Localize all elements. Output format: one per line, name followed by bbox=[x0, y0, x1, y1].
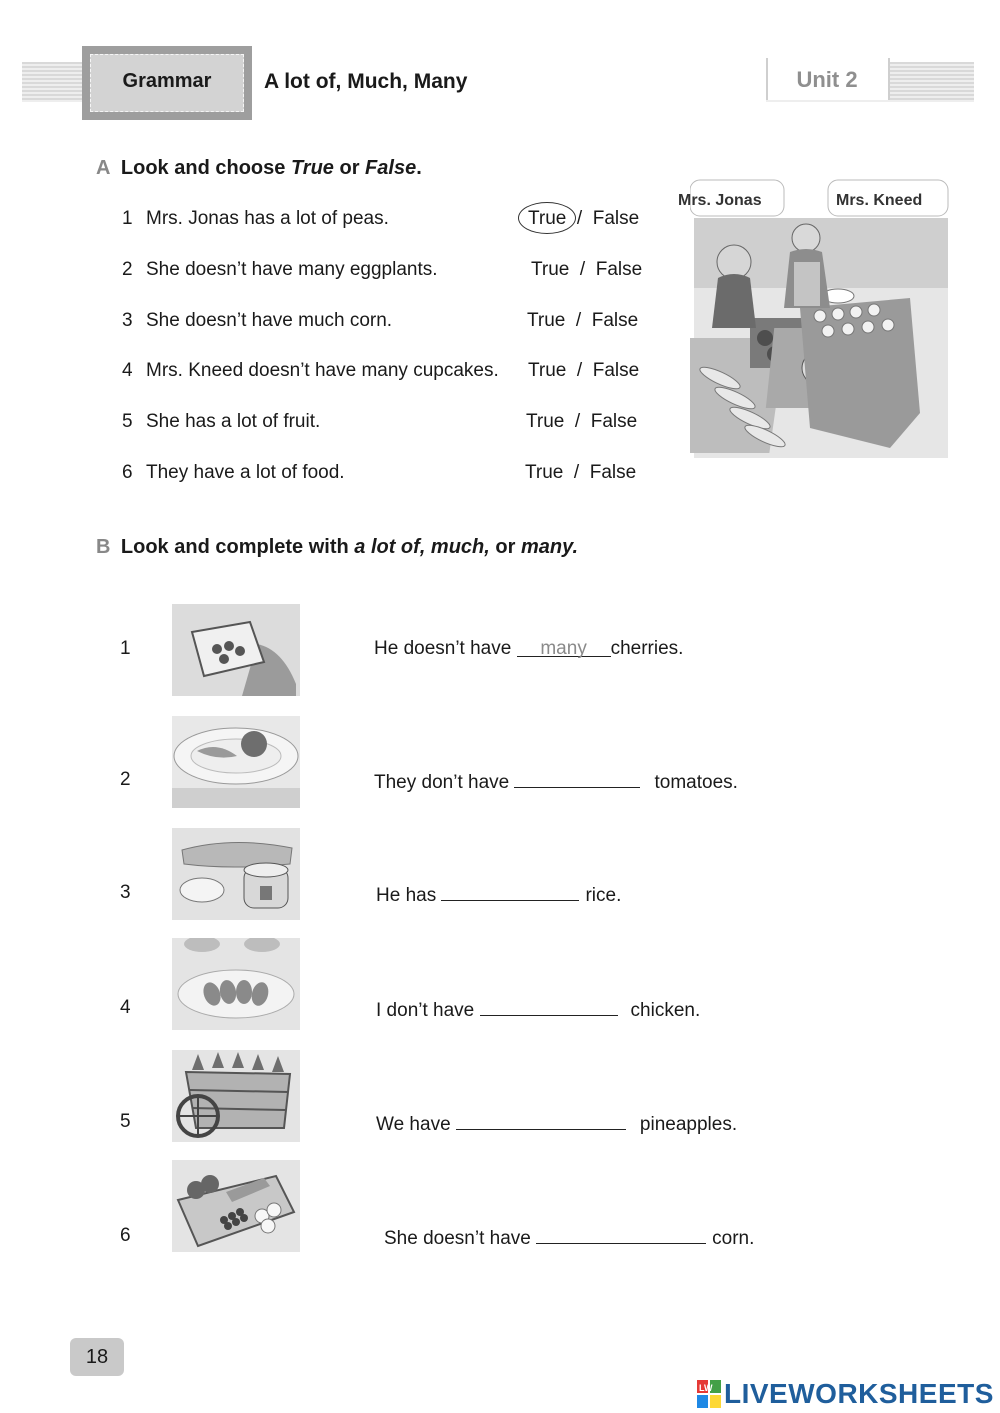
sentence bbox=[374, 769, 738, 794]
sentence bbox=[376, 1111, 737, 1136]
sentence bbox=[376, 997, 700, 1022]
answer-circle bbox=[518, 202, 576, 234]
question-row bbox=[122, 411, 652, 437]
question-number: 6 bbox=[122, 462, 133, 483]
item-number: 6 bbox=[120, 1225, 131, 1246]
instruction-end: . bbox=[416, 157, 422, 179]
pineapple-cart-icon bbox=[172, 1050, 300, 1142]
question-row bbox=[122, 360, 652, 386]
answer-blank[interactable] bbox=[514, 769, 640, 788]
question-text: They have a lot of food. bbox=[146, 462, 345, 483]
item-number: 2 bbox=[120, 769, 131, 790]
instruction-false-word: False bbox=[365, 157, 417, 179]
question-number: 3 bbox=[122, 310, 133, 331]
section-b-instruction: Look and complete with bbox=[120, 536, 355, 558]
answer-blank[interactable]: many bbox=[517, 638, 611, 657]
sentence-start: She doesn’t have bbox=[384, 1228, 537, 1249]
question-number: 4 bbox=[122, 360, 133, 381]
sentence-end: cherries. bbox=[610, 638, 684, 659]
chicken-plate-icon bbox=[172, 938, 300, 1030]
true-false-choice[interactable]: True / False bbox=[526, 411, 638, 432]
question-number: 5 bbox=[122, 411, 133, 432]
sentence bbox=[374, 638, 683, 660]
question-text: She doesn’t have many eggplants. bbox=[146, 259, 438, 280]
true-false-choice[interactable]: True / False bbox=[525, 462, 637, 483]
liveworksheets-brand[interactable]: LIVEWORKSHEETS bbox=[724, 1378, 994, 1409]
sentence-start: I don’t have bbox=[376, 1000, 480, 1021]
sentence bbox=[376, 882, 621, 907]
sentence bbox=[384, 1225, 754, 1250]
sentence-end: corn. bbox=[712, 1228, 755, 1249]
corn-basket-icon bbox=[172, 1160, 300, 1252]
instruction-option-many: many. bbox=[520, 536, 579, 558]
sentence-end: tomatoes. bbox=[654, 772, 738, 793]
question-text: Mrs. Kneed doesn’t have many cupcakes. bbox=[146, 360, 499, 381]
true-false-choice[interactable]: True / False bbox=[528, 360, 640, 381]
question-row bbox=[122, 259, 652, 285]
instruction-or-word: or bbox=[333, 157, 366, 179]
unit-label: Unit 2 bbox=[796, 67, 858, 92]
sentence-end: chicken. bbox=[630, 1000, 701, 1021]
sentence-start: They don’t have bbox=[374, 772, 515, 793]
question-number: 1 bbox=[122, 208, 133, 229]
answer-blank[interactable] bbox=[480, 997, 618, 1016]
page-number: 18 bbox=[70, 1338, 124, 1376]
question-text: Mrs. Jonas has a lot of peas. bbox=[146, 208, 389, 229]
label-mrs-jonas: Mrs. Jonas bbox=[678, 192, 762, 209]
label-mrs-kneed: Mrs. Kneed bbox=[836, 192, 923, 209]
section-a-instruction: Look and choose bbox=[120, 157, 291, 179]
cherries-basket-icon bbox=[172, 604, 300, 696]
logo-letter: LW bbox=[699, 1383, 713, 1393]
instruction-or-word: or bbox=[489, 536, 521, 558]
item-number: 5 bbox=[120, 1111, 131, 1132]
section-b-heading bbox=[96, 536, 578, 559]
question-number: 2 bbox=[122, 259, 133, 280]
section-a-heading bbox=[96, 157, 422, 180]
true-false-choice[interactable]: True / False bbox=[527, 310, 639, 331]
answer-blank[interactable] bbox=[441, 882, 579, 901]
sentence-start: He doesn’t have bbox=[374, 638, 517, 659]
section-a-letter: A bbox=[96, 157, 111, 179]
answer-blank[interactable] bbox=[456, 1111, 626, 1130]
sentence-start: He has bbox=[376, 885, 442, 906]
item-number: 3 bbox=[120, 882, 131, 903]
grammar-tab-label: Grammar bbox=[122, 70, 212, 92]
sentence-start: We have bbox=[376, 1114, 456, 1135]
page-title: A lot of, Much, Many bbox=[264, 70, 468, 93]
sentence-end: rice. bbox=[585, 885, 622, 906]
true-false-choice[interactable]: True / False bbox=[531, 259, 643, 280]
true-false-choice[interactable]: True / False bbox=[528, 208, 640, 229]
tomato-plate-icon bbox=[172, 716, 300, 808]
sentence-end: pineapples. bbox=[639, 1114, 738, 1135]
market-stall-illustration bbox=[690, 178, 952, 460]
question-row bbox=[122, 462, 652, 488]
question-text: She doesn’t have much corn. bbox=[146, 310, 393, 331]
answer-blank[interactable] bbox=[536, 1225, 706, 1244]
liveworksheets-logo-icon bbox=[697, 1380, 721, 1408]
instruction-option-alotof-much: a lot of, much, bbox=[354, 536, 490, 558]
rice-cooker-icon bbox=[172, 828, 300, 920]
item-number: 4 bbox=[120, 997, 131, 1018]
instruction-true-word: True bbox=[290, 157, 334, 179]
question-row bbox=[122, 310, 652, 336]
item-number: 1 bbox=[120, 638, 131, 659]
question-text: She has a lot of fruit. bbox=[146, 411, 321, 432]
section-b-letter: B bbox=[96, 536, 111, 558]
